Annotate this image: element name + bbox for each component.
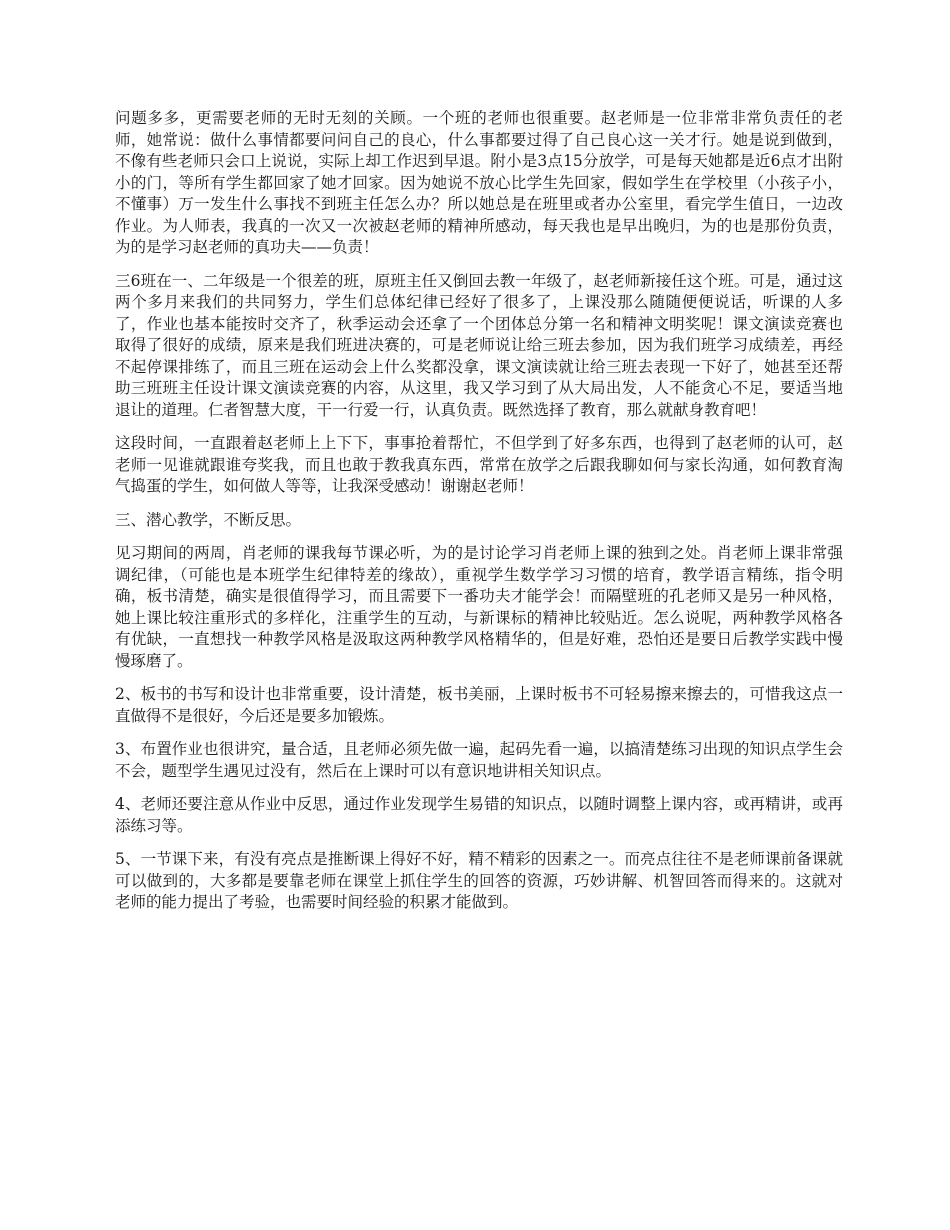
paragraph: 见习期间的两周，肖老师的课我每节课必听，为的是讨论学习肖老师上课的独到之处。肖老师上课非常强调纪律，（可能也是本班学生纪律特差的缘故），重视学生数学学习习惯的培育，教学语言精练，指令明确，板书清楚，确实是很值得学习，而且需要下一番功夫才能学会！而隔壁班的孔老师又是另一种风格，她上课比较注重形式的多样化，注重学生的互动，与新课标的精神比较贴近。怎么说呢，两种教学风格各有优缺，一直想找一种教学风格是汲取这两种教学风格精华的，但是好难，恐怕还是要日后教学实践中慢慢琢磨了。 (115, 544, 843, 670)
paragraph: 这段时间，一直跟着赵老师上上下下，事事抢着帮忙，不但学到了好多东西，也得到了赵老师的认可，赵老师一见谁就跟谁夸奖我，而且也敢于教我真东西，常常在放学之后跟我聊如何与家长沟通，如何教育淘气捣蛋的学生，如何做人等等，让我深受感动！谢谢赵老师！ (115, 434, 843, 495)
section-heading: 三、潜心教学，不断反思。 (115, 510, 302, 529)
list-item: 5、一节课下来，有没有亮点是推断课上得好不好，精不精彩的因素之一。而亮点往往不是老师课前备课就可以做到的，大多都是要靠老师在课堂上抓住学生的回答的资源，巧妙讲解、机智回答而得来的。这就对老师的能力提出了考验，也需要时间经验的积累才能做到。 (115, 850, 843, 911)
list-item: 4、老师还要注意从作业中反思，通过作业发现学生易错的知识点，以随时调整上课内容，或再精讲，或再添练习等。 (115, 795, 843, 835)
document-page (115, 108, 843, 926)
paragraph: 问题多多，更需要老师的无时无刻的关顾。一个班的老师也很重要。赵老师是一位非常非常负责任的老师，她常说：做什么事情都要问问自己的良心，什么事都要过得了自己良心这一关才行。她是说到做到，不像有些老师只会口上说说，实际上却工作迟到早退。附小是3点15分放学，可是每天她都是近6点才出附小的门，等所有学生都回家了她才回家。因为她说不放心比学生先回家，假如学生在学校里（小孩子小，不懂事）万一发生什么事找不到班主任怎么办？所以她总是在班里或者办公室里，看完学生值日，一边改作业。为人师表，我真的一次又一次被赵老师的精神所感动，每天我也是早出晚归，为的也是那份负责，为的是学习赵老师的真功夫——负责！ (115, 109, 843, 256)
list-item: 3、布置作业也很讲究，量合适，且老师必须先做一遍，起码先看一遍，以搞清楚练习出现的知识点学生会不会，题型学生遇见过没有，然后在上课时可以有意识地讲相关知识点。 (115, 740, 843, 780)
paragraph: 三6班在一、二年级是一个很差的班，原班主任又倒回去教一年级了，赵老师新接任这个班。可是，通过这两个多月来我们的共同努力，学生们总体纪律已经好了很多了，上课没那么随随便便说话，听课的人多了，作业也基本能按时交齐了，秋季运动会还拿了一个团体总分第一名和精神文明奖呢！课文演读竞赛也取得了很好的成绩，原来是我们班进决赛的，可是老师说让给三班去参加，因为我们班学习成绩差，再经不起停课排练了，而且三班在运动会上什么奖都没拿，课文演读就让给三班去表现一下好了，她甚至还帮助三班班主任设计课文演读竞赛的内容，从这里，我又学习到了从大局出发，人不能贪心不足，要适当地退让的道理。仁者智慧大度，干一行爱一行，认真负责。既然选择了教育，那么就献身教育吧！ (115, 271, 843, 419)
list-item: 2、板书的书写和设计也非常重要，设计清楚，板书美丽，上课时板书不可轻易擦来擦去的，可惜我这点一直做得不是很好，今后还是要多加锻炼。 (115, 685, 843, 725)
